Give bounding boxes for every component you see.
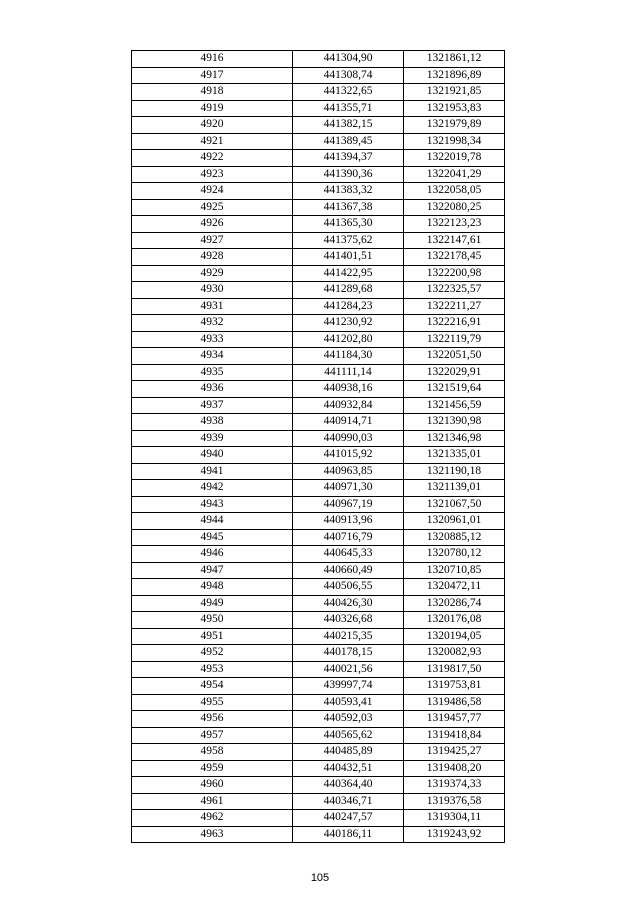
point-number-cell: 4951 [132, 628, 293, 645]
point-number-cell: 4946 [132, 546, 293, 563]
point-number-cell: 4940 [132, 447, 293, 464]
y-coordinate-cell: 1321456,59 [404, 397, 505, 414]
point-number-cell: 4918 [132, 84, 293, 101]
y-coordinate-cell: 1320780,12 [404, 546, 505, 563]
y-coordinate-cell: 1322029,91 [404, 364, 505, 381]
x-coordinate-cell: 441367,38 [293, 199, 404, 216]
point-number-cell: 4926 [132, 216, 293, 233]
table-row [132, 678, 505, 695]
y-coordinate-cell: 1321519,64 [404, 381, 505, 398]
y-coordinate-cell: 1320194,05 [404, 628, 505, 645]
table-row [132, 117, 505, 134]
point-number-cell: 4963 [132, 826, 293, 843]
y-coordinate-cell: 1321335,01 [404, 447, 505, 464]
table-row [132, 579, 505, 596]
x-coordinate-cell: 441304,90 [293, 51, 404, 68]
x-coordinate-cell: 441389,45 [293, 133, 404, 150]
point-number-cell: 4927 [132, 232, 293, 249]
table-row [132, 480, 505, 497]
point-number-cell: 4934 [132, 348, 293, 365]
table-row [132, 199, 505, 216]
point-number-cell: 4938 [132, 414, 293, 431]
x-coordinate-cell: 441202,80 [293, 331, 404, 348]
x-coordinate-cell: 441375,62 [293, 232, 404, 249]
x-coordinate-cell: 441289,68 [293, 282, 404, 299]
x-coordinate-cell: 440716,79 [293, 529, 404, 546]
y-coordinate-cell: 1322325,57 [404, 282, 505, 299]
point-number-cell: 4931 [132, 298, 293, 315]
x-coordinate-cell: 440660,49 [293, 562, 404, 579]
y-coordinate-cell: 1322119,79 [404, 331, 505, 348]
y-coordinate-cell: 1321953,83 [404, 100, 505, 117]
point-number-cell: 4917 [132, 67, 293, 84]
table-row [132, 463, 505, 480]
x-coordinate-cell: 440247,57 [293, 810, 404, 827]
x-coordinate-cell: 441184,30 [293, 348, 404, 365]
table-row [132, 612, 505, 629]
table-row [132, 298, 505, 315]
table-row [132, 711, 505, 728]
x-coordinate-cell: 440506,55 [293, 579, 404, 596]
x-coordinate-cell: 440432,51 [293, 760, 404, 777]
point-number-cell: 4937 [132, 397, 293, 414]
table-row [132, 496, 505, 513]
table-row [132, 216, 505, 233]
table-row [132, 562, 505, 579]
table-row [132, 133, 505, 150]
x-coordinate-cell: 441383,32 [293, 183, 404, 200]
x-coordinate-cell: 441390,36 [293, 166, 404, 183]
y-coordinate-cell: 1320472,11 [404, 579, 505, 596]
y-coordinate-cell: 1320885,12 [404, 529, 505, 546]
x-coordinate-cell: 440326,68 [293, 612, 404, 629]
y-coordinate-cell: 1322211,27 [404, 298, 505, 315]
table-row [132, 727, 505, 744]
table-row [132, 414, 505, 431]
y-coordinate-cell: 1319374,33 [404, 777, 505, 794]
table-row [132, 51, 505, 68]
x-coordinate-cell: 440565,62 [293, 727, 404, 744]
x-coordinate-cell: 441015,92 [293, 447, 404, 464]
table-row [132, 744, 505, 761]
point-number-cell: 4930 [132, 282, 293, 299]
point-number-cell: 4936 [132, 381, 293, 398]
y-coordinate-cell: 1319753,81 [404, 678, 505, 695]
point-number-cell: 4928 [132, 249, 293, 266]
y-coordinate-cell: 1321139,01 [404, 480, 505, 497]
point-number-cell: 4941 [132, 463, 293, 480]
point-number-cell: 4944 [132, 513, 293, 530]
y-coordinate-cell: 1321390,98 [404, 414, 505, 431]
table-row [132, 595, 505, 612]
y-coordinate-cell: 1320082,93 [404, 645, 505, 662]
x-coordinate-cell: 441382,15 [293, 117, 404, 134]
x-coordinate-cell: 440932,84 [293, 397, 404, 414]
y-coordinate-cell: 1322178,45 [404, 249, 505, 266]
point-number-cell: 4935 [132, 364, 293, 381]
x-coordinate-cell: 441230,92 [293, 315, 404, 332]
y-coordinate-cell: 1321067,50 [404, 496, 505, 513]
table-row [132, 793, 505, 810]
x-coordinate-cell: 440178,15 [293, 645, 404, 662]
y-coordinate-cell: 1319418,84 [404, 727, 505, 744]
y-coordinate-cell: 1321861,12 [404, 51, 505, 68]
point-number-cell: 4923 [132, 166, 293, 183]
y-coordinate-cell: 1319486,58 [404, 694, 505, 711]
y-coordinate-cell: 1322041,29 [404, 166, 505, 183]
table-row [132, 100, 505, 117]
x-coordinate-cell: 440914,71 [293, 414, 404, 431]
point-number-cell: 4943 [132, 496, 293, 513]
table-row [132, 777, 505, 794]
y-coordinate-cell: 1321346,98 [404, 430, 505, 447]
point-number-cell: 4954 [132, 678, 293, 695]
x-coordinate-cell: 441308,74 [293, 67, 404, 84]
point-number-cell: 4958 [132, 744, 293, 761]
y-coordinate-cell: 1322123,23 [404, 216, 505, 233]
point-number-cell: 4929 [132, 265, 293, 282]
y-coordinate-cell: 1322147,61 [404, 232, 505, 249]
table-row [132, 397, 505, 414]
x-coordinate-cell: 440364,40 [293, 777, 404, 794]
table-row [132, 331, 505, 348]
y-coordinate-cell: 1319457,77 [404, 711, 505, 728]
table-row [132, 826, 505, 843]
point-number-cell: 4961 [132, 793, 293, 810]
coordinates-table [131, 50, 505, 843]
point-number-cell: 4933 [132, 331, 293, 348]
table-row [132, 315, 505, 332]
x-coordinate-cell: 441394,37 [293, 150, 404, 167]
x-coordinate-cell: 440426,30 [293, 595, 404, 612]
page-number: 105 [310, 872, 330, 884]
y-coordinate-cell: 1321921,85 [404, 84, 505, 101]
y-coordinate-cell: 1321979,89 [404, 117, 505, 134]
point-number-cell: 4947 [132, 562, 293, 579]
table-row [132, 760, 505, 777]
table-row [132, 447, 505, 464]
table-row [132, 661, 505, 678]
point-number-cell: 4916 [132, 51, 293, 68]
y-coordinate-cell: 1319408,20 [404, 760, 505, 777]
table-row [132, 810, 505, 827]
y-coordinate-cell: 1321998,34 [404, 133, 505, 150]
x-coordinate-cell: 441284,23 [293, 298, 404, 315]
x-coordinate-cell: 441422,95 [293, 265, 404, 282]
table-row [132, 348, 505, 365]
y-coordinate-cell: 1320286,74 [404, 595, 505, 612]
y-coordinate-cell: 1319817,50 [404, 661, 505, 678]
point-number-cell: 4921 [132, 133, 293, 150]
y-coordinate-cell: 1320710,85 [404, 562, 505, 579]
table-row [132, 282, 505, 299]
x-coordinate-cell: 440485,89 [293, 744, 404, 761]
y-coordinate-cell: 1322019,78 [404, 150, 505, 167]
table-row [132, 381, 505, 398]
table-row [132, 265, 505, 282]
point-number-cell: 4925 [132, 199, 293, 216]
x-coordinate-cell: 440645,33 [293, 546, 404, 563]
table-row [132, 67, 505, 84]
point-number-cell: 4955 [132, 694, 293, 711]
y-coordinate-cell: 1322216,91 [404, 315, 505, 332]
table-row [132, 645, 505, 662]
point-number-cell: 4949 [132, 595, 293, 612]
point-number-cell: 4922 [132, 150, 293, 167]
x-coordinate-cell: 439997,74 [293, 678, 404, 695]
x-coordinate-cell: 441355,71 [293, 100, 404, 117]
y-coordinate-cell: 1320176,08 [404, 612, 505, 629]
table-row [132, 166, 505, 183]
table-row [132, 183, 505, 200]
point-number-cell: 4932 [132, 315, 293, 332]
x-coordinate-cell: 440963,85 [293, 463, 404, 480]
table-row [132, 546, 505, 563]
table-row [132, 694, 505, 711]
table-row [132, 513, 505, 530]
point-number-cell: 4960 [132, 777, 293, 794]
point-number-cell: 4948 [132, 579, 293, 596]
table-row [132, 150, 505, 167]
table-row [132, 249, 505, 266]
table-row [132, 232, 505, 249]
table-row [132, 529, 505, 546]
table-row [132, 364, 505, 381]
y-coordinate-cell: 1322080,25 [404, 199, 505, 216]
y-coordinate-cell: 1320961,01 [404, 513, 505, 530]
x-coordinate-cell: 440021,56 [293, 661, 404, 678]
x-coordinate-cell: 440346,71 [293, 793, 404, 810]
y-coordinate-cell: 1319243,92 [404, 826, 505, 843]
x-coordinate-cell: 441365,30 [293, 216, 404, 233]
coordinates-table-body [132, 51, 505, 843]
x-coordinate-cell: 440215,35 [293, 628, 404, 645]
point-number-cell: 4957 [132, 727, 293, 744]
table-row [132, 84, 505, 101]
x-coordinate-cell: 440990,03 [293, 430, 404, 447]
x-coordinate-cell: 440593,41 [293, 694, 404, 711]
y-coordinate-cell: 1319425,27 [404, 744, 505, 761]
point-number-cell: 4919 [132, 100, 293, 117]
y-coordinate-cell: 1319304,11 [404, 810, 505, 827]
x-coordinate-cell: 440913,96 [293, 513, 404, 530]
point-number-cell: 4952 [132, 645, 293, 662]
point-number-cell: 4959 [132, 760, 293, 777]
x-coordinate-cell: 441401,51 [293, 249, 404, 266]
point-number-cell: 4942 [132, 480, 293, 497]
point-number-cell: 4945 [132, 529, 293, 546]
table-row [132, 430, 505, 447]
y-coordinate-cell: 1322051,50 [404, 348, 505, 365]
point-number-cell: 4920 [132, 117, 293, 134]
x-coordinate-cell: 440971,30 [293, 480, 404, 497]
x-coordinate-cell: 441322,65 [293, 84, 404, 101]
y-coordinate-cell: 1319376,58 [404, 793, 505, 810]
x-coordinate-cell: 440938,16 [293, 381, 404, 398]
y-coordinate-cell: 1321896,89 [404, 67, 505, 84]
x-coordinate-cell: 440592,03 [293, 711, 404, 728]
y-coordinate-cell: 1322058,05 [404, 183, 505, 200]
x-coordinate-cell: 440967,19 [293, 496, 404, 513]
point-number-cell: 4956 [132, 711, 293, 728]
table-row [132, 628, 505, 645]
point-number-cell: 4950 [132, 612, 293, 629]
x-coordinate-cell: 440186,11 [293, 826, 404, 843]
point-number-cell: 4939 [132, 430, 293, 447]
y-coordinate-cell: 1321190,18 [404, 463, 505, 480]
x-coordinate-cell: 441111,14 [293, 364, 404, 381]
point-number-cell: 4962 [132, 810, 293, 827]
point-number-cell: 4953 [132, 661, 293, 678]
y-coordinate-cell: 1322200,98 [404, 265, 505, 282]
point-number-cell: 4924 [132, 183, 293, 200]
